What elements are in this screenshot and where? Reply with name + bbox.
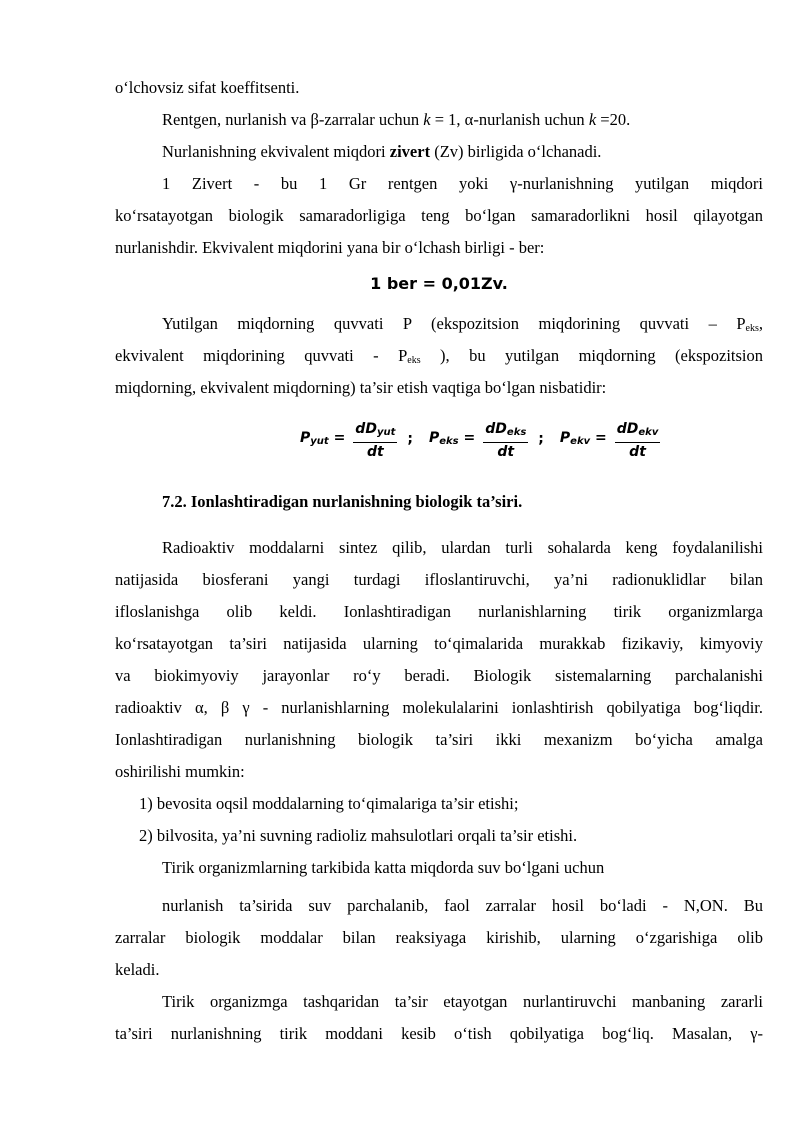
text-line bbox=[115, 340, 763, 372]
section-heading: 7.2. Ionlashtiradigan nurlanishning biologik ta’siri. bbox=[162, 492, 523, 511]
subscript: eks bbox=[407, 355, 421, 366]
text-span: =20. bbox=[596, 110, 631, 129]
variable-k: k bbox=[588, 110, 597, 129]
numerator: $dD_{ekv}$ bbox=[615, 420, 661, 443]
text-line: Tirik organizmlarning tarkibida katta miqdorda suv bo‘lgani uchun bbox=[162, 858, 605, 877]
formula-lhs: $P_{ekv}$ = bbox=[559, 429, 607, 447]
fraction bbox=[615, 420, 661, 461]
text-line: ko‘rsatayotgan ta’siri natijasida ularning to‘qimalarida murakkab fizikaviy, kimyoviy bbox=[115, 634, 763, 653]
numerator: $dD_{yut}$ bbox=[353, 420, 397, 443]
text-line: oshirilishi mumkin: bbox=[115, 762, 245, 781]
text-line: Radioaktiv moddalarni sintez qilib, ulardan turli sohalarda keng foydalanilishi bbox=[162, 538, 763, 557]
formula-lhs: $P_{yut}$ = bbox=[300, 429, 346, 447]
text-line: 1 Zivert - bu 1 Gr rentgen yoki γ-nurlanishning yutilgan miqdori bbox=[162, 174, 763, 193]
text-line bbox=[162, 308, 763, 340]
text-line: nurlanish ta’sirida suv parchalanib, faol zarralar hosil bo‘ladi - N,ON. Bu bbox=[162, 896, 763, 915]
denominator: dt bbox=[366, 443, 384, 460]
formula-lhs: $P_{eks}$ = bbox=[428, 429, 476, 447]
text-line: zarralar biologik moddalar bilan reaksiyaga kirishib, ularning o‘zgarishiga olib bbox=[115, 928, 763, 947]
power-formulas bbox=[300, 415, 659, 465]
text-line: Ionlashtiradigan nurlanishning biologik ta’siri ikki mexanizm bo‘yicha amalga bbox=[115, 730, 763, 749]
text-span: Nurlanishning ekvivalent miqdori bbox=[162, 142, 390, 161]
separator: ; bbox=[538, 431, 544, 448]
text-span: Rentgen, nurlanish va β-zarralar uchun bbox=[162, 110, 424, 129]
text-line: miqdorning, ekvivalent miqdorning) ta’sir etish vaqtiga bo‘lgan nisbatidir: bbox=[115, 378, 607, 397]
list-item: 1) bevosita oqsil moddalarning to‘qimalariga ta’sir etishi; bbox=[139, 794, 519, 813]
text-line bbox=[115, 72, 763, 104]
text-line: nurlanishdir. Ekvivalent miqdorini yana bir o‘lchash birligi - ber: bbox=[115, 238, 545, 257]
separator: ; bbox=[407, 431, 413, 448]
text-span: ekvivalent miqdorining quvvati - P bbox=[115, 346, 408, 365]
text-line bbox=[162, 104, 763, 136]
variable-k: k bbox=[423, 110, 431, 129]
fraction bbox=[353, 420, 397, 461]
list-item: 2) bilvosita, ya’ni suvning radioliz mahsulotlari orqali ta’sir etishi. bbox=[139, 826, 578, 845]
text-line: natijasida biosferani yangi turdagi ifloslantiruvchi, ya’ni radionuklidlar bilan bbox=[115, 570, 763, 589]
text-span: , bbox=[758, 314, 763, 333]
denominator: dt bbox=[497, 443, 515, 460]
text-span: = 1, α-nurlanish uchun bbox=[430, 110, 589, 129]
text-span: (Zv) birligida o‘lchanadi. bbox=[430, 142, 602, 161]
bold-term: zivert bbox=[389, 142, 431, 161]
text-line: Tirik organizmga tashqaridan ta’sir etayotgan nurlantiruvchi manbaning zararli bbox=[162, 992, 763, 1011]
subscript: eks bbox=[745, 323, 759, 334]
formula-text: 1 ber = 0,01Zv. bbox=[370, 274, 508, 293]
text-span: o‘lchovsiz sifat koeffitsenti. bbox=[115, 78, 300, 97]
text-line: radioaktiv α, β γ - nurlanishlarning molekulalarini ionlashtirish qobilyatiga bog‘liqdir. bbox=[115, 698, 763, 717]
numerator: $dD_{eks}$ bbox=[483, 420, 528, 443]
text-line: ko‘rsatayotgan biologik samaradorligiga teng bo‘lgan samaradorlikni hosil qilayotgan bbox=[115, 206, 763, 225]
text-line: va biokimyoviy jarayonlar ro‘y beradi. Biologik sistemalarning parchalanishi bbox=[115, 666, 763, 685]
text-line bbox=[162, 136, 763, 168]
text-line: ta’siri nurlanishning tirik moddani kesib o‘tish qobilyatiga bog‘liq. Masalan, γ- bbox=[115, 1024, 763, 1043]
text-span: ), bu yutilgan miqdorning (ekspozitsion bbox=[420, 346, 763, 365]
text-line: ifloslanishga olib keldi. Ionlashtiradigan nurlanishlarning tirik organizmlarga bbox=[115, 602, 763, 621]
fraction bbox=[483, 420, 528, 461]
denominator: dt bbox=[629, 443, 646, 460]
text-line: keladi. bbox=[115, 960, 160, 979]
text-span: Yutilgan miqdorning quvvati P (ekspozitsion miqdorining quvvati – P bbox=[162, 314, 746, 333]
formula-ber bbox=[115, 268, 763, 300]
